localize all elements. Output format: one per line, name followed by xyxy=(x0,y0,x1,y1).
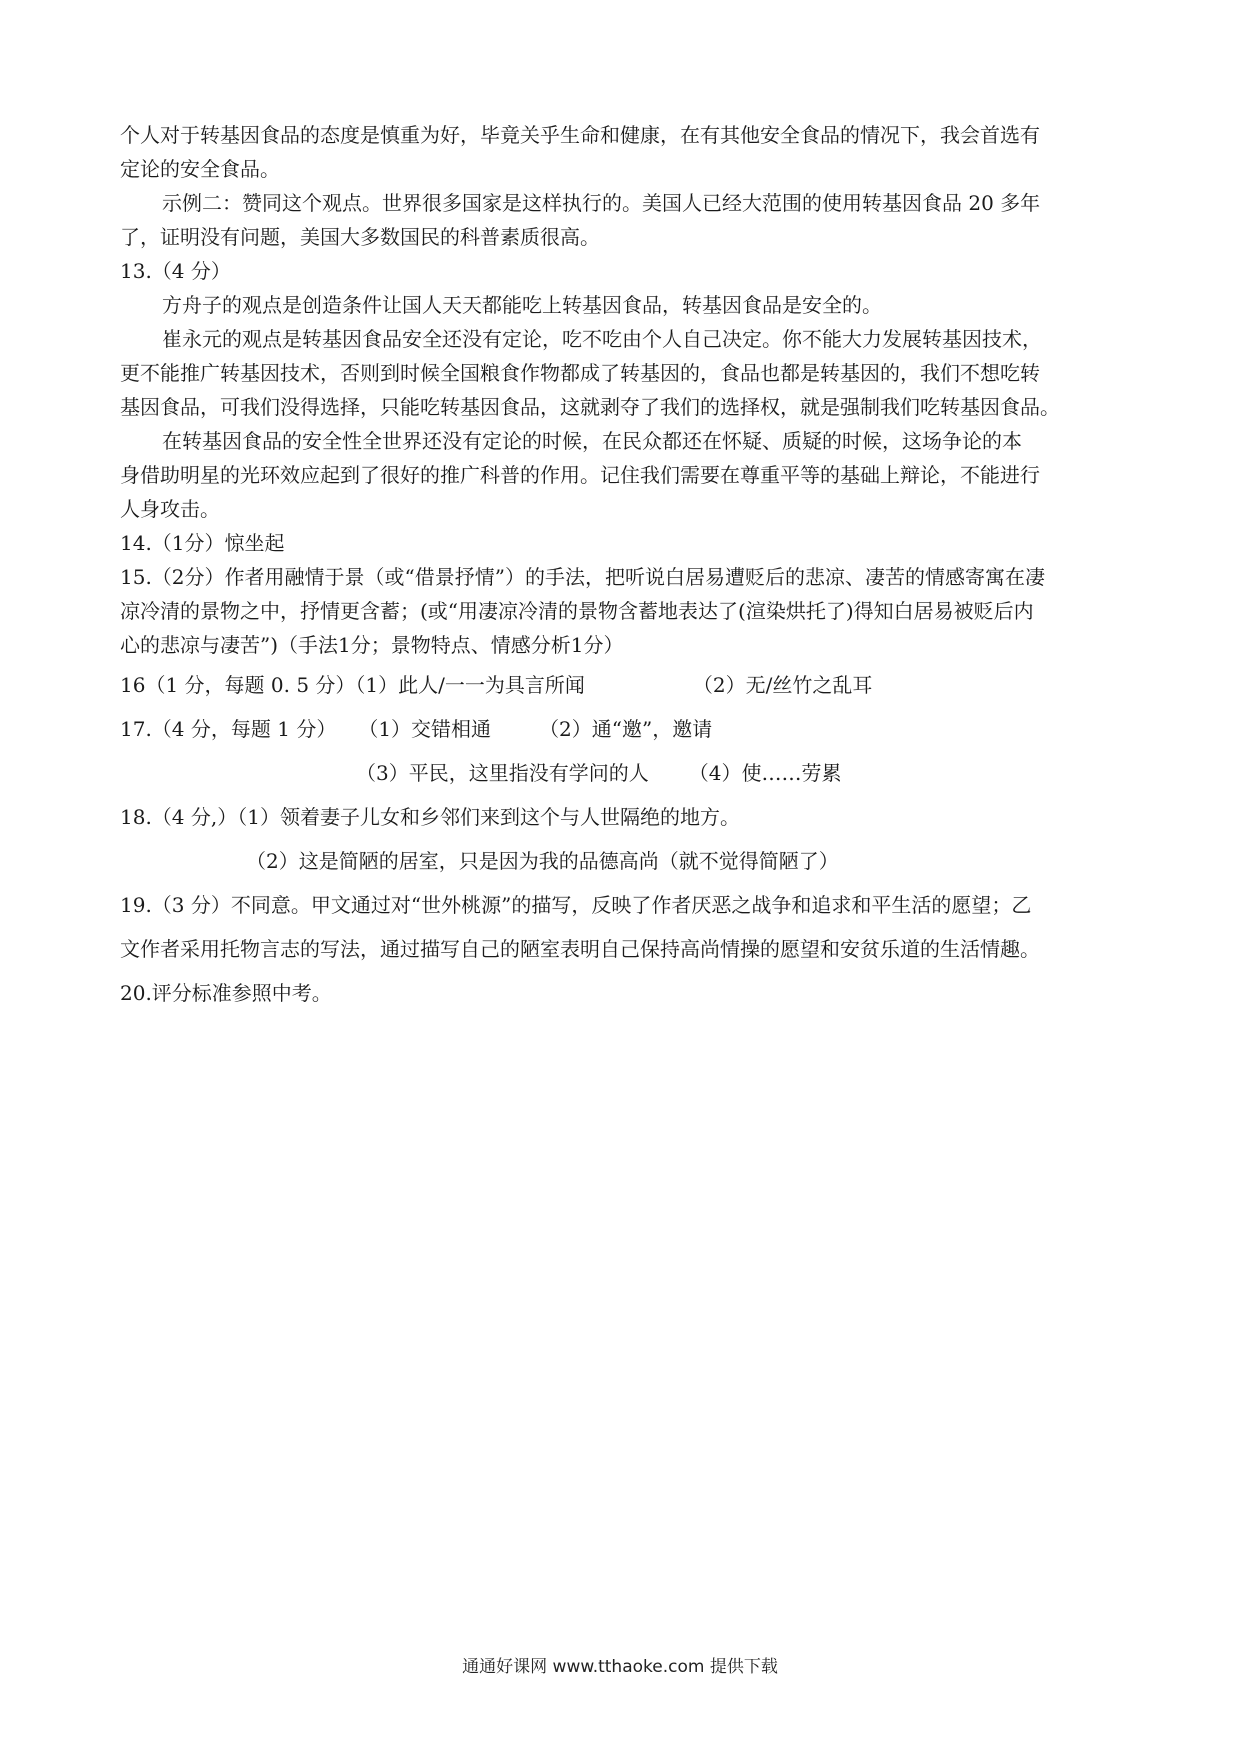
text-line: 崔永元的观点是转基因食品安全还没有定论，吃不吃由个人自己决定。你不能大力发展转基因技术， xyxy=(162,327,1042,351)
question-14-answer: 14.（1分）惊坐起 xyxy=(120,531,285,555)
question-16-part-2: （2）无/丝竹之乱耳 xyxy=(692,673,873,697)
question-15-answer: 15.（2分）作者用融情于景（或“借景抒情”）的手法，把听说白居易遭贬后的悲凉、凄苦的情感寄寓在凄 xyxy=(120,565,1045,589)
text-line: 凉冷清的景物之中，抒情更含蓄；(或“用凄凉冷清的景物含蓄地表达了(渲染烘托了)得知白居易被贬后内 xyxy=(120,599,1034,623)
question-20-answer: 20.评分标准参照中考。 xyxy=(120,981,332,1005)
text-line: 人身攻击。 xyxy=(120,497,220,521)
question-18-answer-cont xyxy=(120,844,1130,878)
text-line: 文作者采用托物言志的写法，通过描写自己的陋室表明自己保持高尚情操的愿望和安贫乐道的生活情趣。 xyxy=(120,937,1040,961)
question-17-item-2: （2）通“邀”，邀请 xyxy=(539,717,713,741)
question-18-item-2: （2）这是简陋的居室，只是因为我的品德高尚（就不觉得简陋了） xyxy=(246,849,839,873)
text-line: 心的悲凉与凄苦”)（手法1分；景物特点、情感分析1分） xyxy=(120,633,624,657)
text-line: 了，证明没有问题，美国大多数国民的科普素质很高。 xyxy=(120,225,600,249)
question-17-item-4: （4）使……劳累 xyxy=(688,761,842,785)
question-13-heading: 13.（4 分） xyxy=(120,259,231,283)
question-18-answer: 18.（4 分,）（1）领着妻子儿女和乡邻们来到这个与人世隔绝的地方。 xyxy=(120,805,740,829)
question-19-answer: 19.（3 分）不同意。甲文通过对“世外桃源”的描写，反映了作者厌恶之战争和追求和平生活的愿望；乙 xyxy=(120,893,1032,917)
question-17-heading: 17.（4 分，每题 1 分） xyxy=(120,717,337,741)
text-line: 个人对于转基因食品的态度是慎重为好，毕竟关乎生命和健康，在有其他安全食品的情况下，我会首选有 xyxy=(120,123,1040,147)
text-line: 基因食品，可我们没得选择，只能吃转基因食品，这就剥夺了我们的选择权，就是强制我们吃转基因食品。 xyxy=(120,395,1060,419)
example-two-line: 示例二：赞同这个观点。世界很多国家是这样执行的。美国人已经大范围的使用转基因食品 20 多年 xyxy=(162,191,1041,215)
question-17-answer-cont xyxy=(120,756,1130,790)
text-line: 更不能推广转基因技术，否则到时候全国粮食作物都成了转基因的，食品也都是转基因的，我们不想吃转 xyxy=(120,361,1040,385)
answer-page xyxy=(120,118,1130,1010)
question-16-part-1: 16（1 分，每题 0. 5 分）（1）此人/一一为具言所闻 xyxy=(120,673,585,697)
question-17-item-1: （1）交错相通 xyxy=(358,717,492,741)
text-line: 定论的安全食品。 xyxy=(120,157,280,181)
question-17-item-3: （3）平民，这里指没有学问的人 xyxy=(356,761,649,785)
text-line: 在转基因食品的安全性全世界还没有定论的时候，在民众都还在怀疑、质疑的时候，这场争论的本 xyxy=(162,429,1022,453)
question-16-answer xyxy=(120,668,1130,702)
text-line: 方舟子的观点是创造条件让国人天天都能吃上转基因食品，转基因食品是安全的。 xyxy=(162,293,882,317)
page-footer: 通通好课网 www.tthaoke.com 提供下载 xyxy=(462,1657,778,1677)
text-line: 身借助明星的光环效应起到了很好的推广科普的作用。记住我们需要在尊重平等的基础上辩论，不能进行 xyxy=(120,463,1040,487)
question-17-answer xyxy=(120,712,1130,746)
